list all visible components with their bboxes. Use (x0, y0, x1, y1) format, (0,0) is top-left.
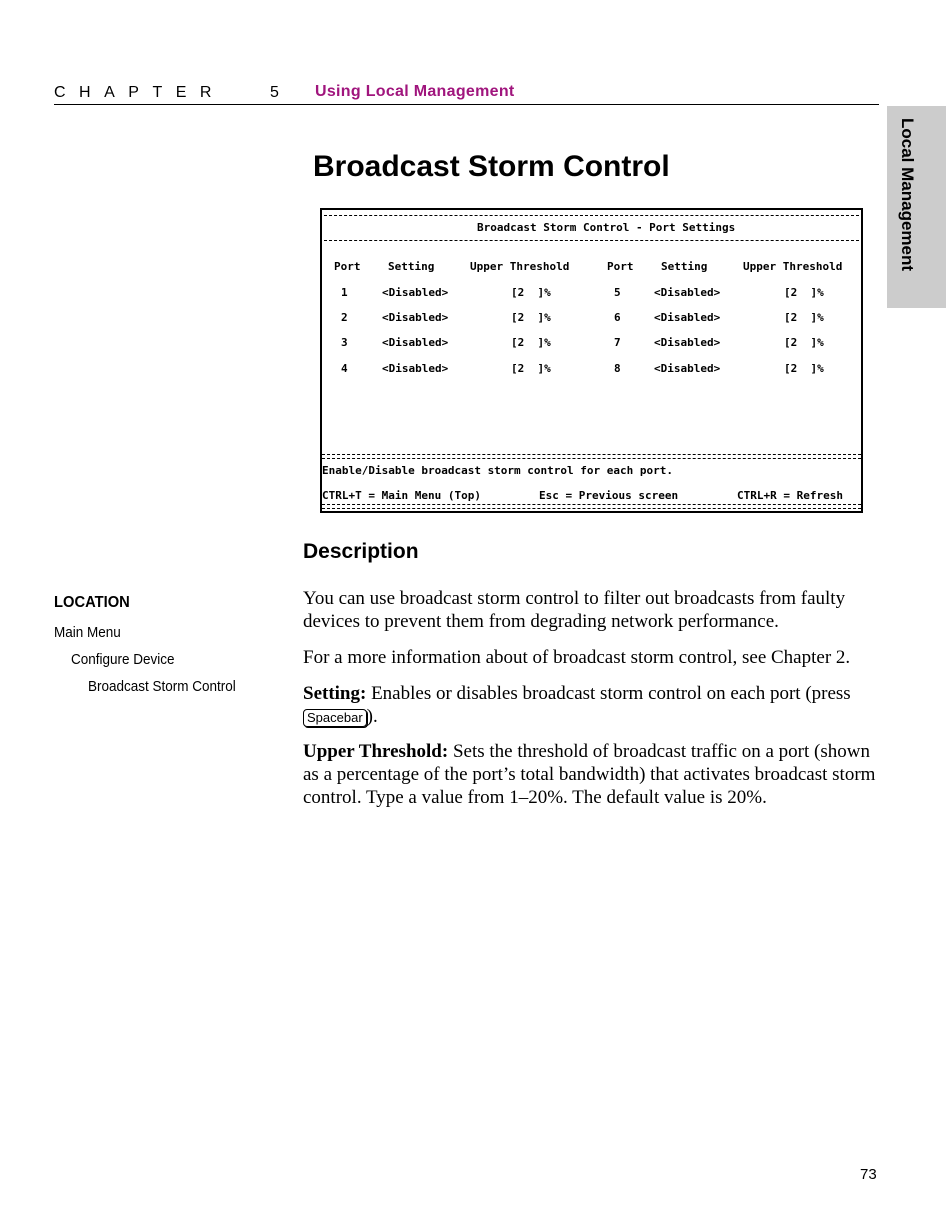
col-header-upper: Upper Threshold (470, 260, 570, 273)
chapter-number: 5 (270, 84, 279, 101)
spacebar-key: Spacebar (303, 709, 367, 727)
chapter-title: Using Local Management (315, 83, 515, 100)
port-setting[interactable]: <Disabled> (382, 362, 449, 375)
threshold-field[interactable]: [2 ]% (784, 362, 824, 375)
port-setting[interactable]: <Disabled> (654, 311, 721, 324)
paragraph: You can use broadcast storm control to filter out broadcasts from faulty devices to prevent them from degrading network performance. (303, 588, 846, 632)
location-path-item: Configure Device (71, 651, 175, 668)
port-setting[interactable]: <Disabled> (382, 286, 449, 299)
term-label: Upper Threshold: (303, 741, 449, 762)
port-number: 7 (614, 336, 621, 349)
term-text: ). (366, 706, 378, 727)
port-number: 5 (614, 286, 621, 299)
main-menu-key[interactable]: CTRL+T = Main Menu (Top) (322, 489, 481, 502)
threshold-field[interactable]: [2 ]% (511, 362, 551, 375)
threshold-field[interactable]: [2 ]% (511, 336, 551, 349)
port-setting[interactable]: <Disabled> (382, 336, 449, 349)
previous-screen-key[interactable]: Esc = Previous screen (539, 489, 679, 502)
side-tab-label: Local Management (898, 118, 917, 272)
side-tab (887, 106, 946, 308)
port-setting[interactable]: <Disabled> (654, 362, 721, 375)
threshold-field[interactable]: [2 ]% (784, 336, 824, 349)
refresh-key[interactable]: CTRL+R = Refresh (737, 489, 843, 502)
col-header-port: Port (607, 260, 634, 273)
terminal-screen (320, 208, 863, 513)
paragraph: For a more information about of broadcast storm control, see Chapter 2. (303, 647, 851, 668)
term-text: Sets the threshold of broadcast traffic on a port (shown as a percentage of the port’s total bandwidth) that activates broadcast storm control. Type a value from 1–20%. The default value is 20%. (303, 741, 876, 808)
col-header-setting: Setting (661, 260, 708, 273)
col-header-setting: Setting (388, 260, 435, 273)
term-label: Setting: (303, 683, 367, 704)
setting-paragraph (303, 682, 883, 728)
threshold-field[interactable]: [2 ]% (511, 311, 551, 324)
port-number: 6 (614, 311, 621, 324)
chapter-label: CHAPTER (54, 84, 225, 101)
terminal-title: Broadcast Storm Control - Port Settings (477, 221, 736, 234)
page-title: Broadcast Storm Control (313, 150, 670, 183)
location-label: LOCATION (54, 594, 130, 611)
help-text: Enable/Disable broadcast storm control for each port. (322, 464, 673, 477)
col-header-upper: Upper Threshold (743, 260, 843, 273)
col-header-port: Port (334, 260, 361, 273)
page-number: 73 (860, 1166, 877, 1183)
threshold-field[interactable]: [2 ]% (784, 311, 824, 324)
divider (322, 454, 861, 459)
chapter-header (54, 82, 879, 105)
threshold-field[interactable]: [2 ]% (784, 286, 824, 299)
threshold-field[interactable]: [2 ]% (511, 286, 551, 299)
divider (322, 504, 861, 509)
port-number: 8 (614, 362, 621, 375)
port-setting[interactable]: <Disabled> (382, 311, 449, 324)
location-path-item: Main Menu (54, 624, 121, 641)
port-number: 1 (341, 286, 348, 299)
port-number: 3 (341, 336, 348, 349)
port-number: 4 (341, 362, 348, 375)
divider (324, 240, 859, 241)
location-path-item: Broadcast Storm Control (88, 678, 236, 695)
port-setting[interactable]: <Disabled> (654, 336, 721, 349)
upper-threshold-paragraph (303, 740, 883, 809)
divider (324, 215, 859, 216)
description-heading: Description (303, 540, 419, 563)
port-number: 2 (341, 311, 348, 324)
term-text: Enables or disables broadcast storm control on each port (press (366, 683, 851, 704)
port-setting[interactable]: <Disabled> (654, 286, 721, 299)
